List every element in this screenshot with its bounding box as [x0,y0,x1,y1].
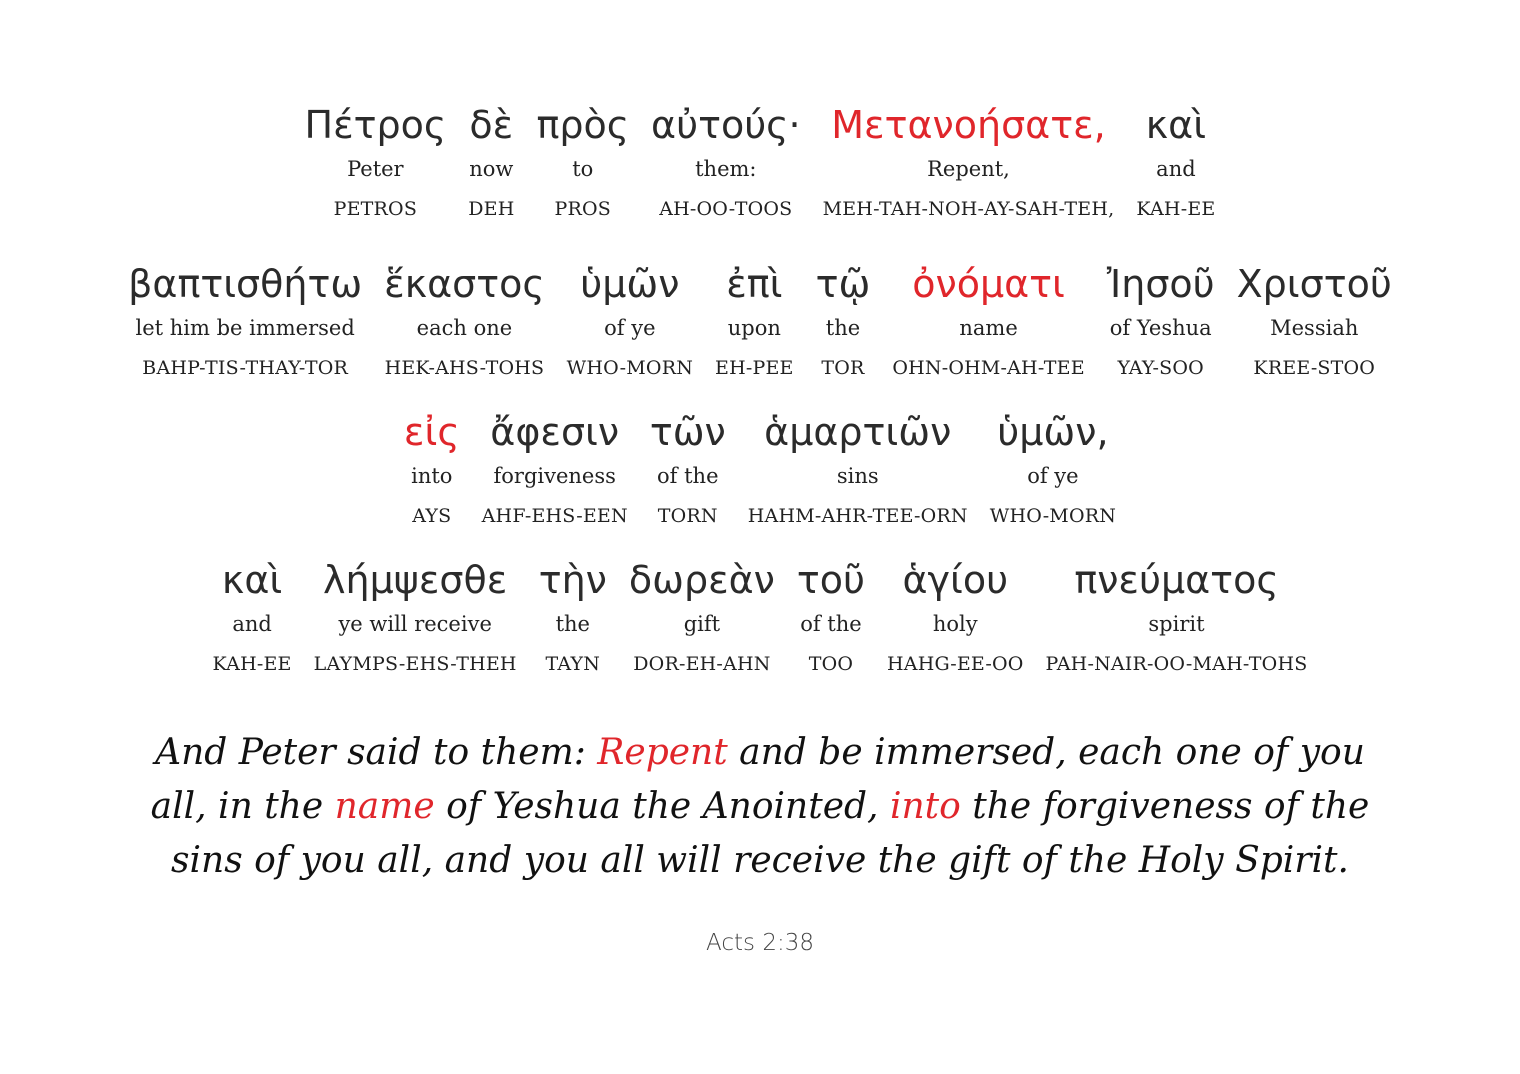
transliteration: PAH-NAIR-OO-MAH-TOHS [1045,653,1308,675]
translation-segment: and be immersed, each one of you all, in the [150,732,1365,827]
greek-word: αὐτούς· [651,103,801,147]
interlinear-word [797,555,865,676]
interlinear-line-3 [0,407,1520,528]
english-gloss: Peter [347,157,404,181]
greek-word: ἁγίου [902,558,1009,602]
english-gloss: spirit [1148,612,1205,636]
greek-word: πρὸς [536,103,630,147]
translation-highlight: into [889,786,961,827]
greek-word: ὀνόματι [912,262,1065,306]
english-gloss: of Yeshua [1109,316,1212,340]
greek-word: Ἰησοῦ [1106,262,1215,306]
english-gloss: Messiah [1270,316,1359,340]
interlinear-word [1046,555,1308,676]
greek-word: Πέτρος [304,103,447,147]
greek-word: πνεύματος [1074,558,1279,602]
transliteration: WHO-MORN [989,505,1117,527]
transliteration: OHN-OHM-AH-TEE [892,357,1085,379]
english-gloss: forgiveness [493,464,616,488]
transliteration: DOR-EH-AHN [633,653,771,675]
interlinear-line-4 [0,555,1520,676]
greek-word: τῶν [649,410,726,454]
greek-word: λήμψεσθε [323,558,508,602]
english-gloss: sins [836,464,879,488]
interlinear-line-2 [0,259,1520,380]
transliteration: KAH-EE [1136,198,1216,220]
interlinear-word [536,100,629,221]
english-gloss: of the [800,612,862,636]
transliteration: TOO [808,653,854,675]
english-gloss: and [232,612,272,636]
transliteration: TAYN [545,653,601,675]
interlinear-word [651,100,801,221]
transliteration: EH-PEE [715,357,794,379]
interlinear-word [823,100,1115,221]
english-gloss: ye will receive [338,612,492,636]
greek-word: ὑμῶν [580,262,680,306]
greek-word: εἰς [403,410,460,454]
greek-word: Χριστοῦ [1236,262,1392,306]
greek-word: Μετανοήσατε, [831,103,1106,147]
interlinear-word [748,407,968,528]
transliteration: HAHG-EE-OO [887,653,1024,675]
english-gloss: them: [695,157,757,181]
interlinear-word [482,407,628,528]
transliteration: PETROS [333,198,418,220]
interlinear-word [404,407,460,528]
transliteration: LAYMPS-EHS-THEH [313,653,517,675]
english-gloss: of ye [604,316,656,340]
greek-word: δὲ [469,103,514,147]
english-translation [150,726,1370,888]
interlinear-word [1107,259,1215,380]
translation-segment: the forgiveness of the sins of you all, and you all will receive the gift of the Holy Spirit. [171,786,1370,881]
interlinear-line-1 [0,100,1520,221]
english-gloss: the [825,316,861,340]
transliteration: MEH-TAH-NOH-AY-SAH-TEH, [822,198,1115,220]
english-gloss: into [411,464,453,488]
interlinear-word [715,259,794,380]
transliteration: KREE-STOO [1253,357,1376,379]
english-gloss: upon [727,316,781,340]
interlinear-word [892,259,1084,380]
interlinear-word [1136,100,1215,221]
interlinear-word [650,407,726,528]
transliteration: HEK-AHS-TOHS [384,357,545,379]
english-gloss: and [1156,157,1196,181]
interlinear-word [468,100,514,221]
english-gloss: of ye [1027,464,1079,488]
english-gloss: the [555,612,590,636]
interlinear-word [305,100,447,221]
greek-word: δωρεὰν [628,558,775,602]
transliteration: AYS [412,505,452,527]
transliteration: KAH-EE [212,653,292,675]
interlinear-word [128,259,362,380]
transliteration: AH-OO-TOOS [659,198,793,220]
translation-highlight: name [334,786,435,827]
transliteration: BAHP-TIS-THAY-TOR [142,357,349,379]
english-gloss: let him be immersed [135,316,355,340]
interlinear-word [539,555,607,676]
transliteration: YAY-SOO [1117,357,1204,379]
greek-word: ἄφεσιν [490,410,620,454]
interlinear-word [1237,259,1392,380]
greek-word: καὶ [221,558,283,602]
interlinear-word [990,407,1116,528]
english-gloss: gift [683,612,721,636]
english-gloss: to [572,157,594,181]
transliteration: TORN [657,505,718,527]
english-gloss: name [959,316,1018,340]
transliteration: PROS [554,198,611,220]
english-gloss: Repent, [927,157,1010,181]
greek-word: καὶ [1145,103,1207,147]
translation-segment: of Yeshua the Anointed, [434,786,890,827]
greek-word: ὑμῶν, [997,410,1109,454]
english-gloss: now [469,157,514,181]
transliteration: TOR [821,357,865,379]
greek-word: ἐπὶ [726,262,783,306]
greek-word: τὴν [538,558,607,602]
interlinear-word [384,259,545,380]
interlinear-word [816,259,871,380]
greek-word: τῷ [815,262,871,306]
verse-reference: Acts 2:38 [706,930,814,956]
translation-segment: And Peter said to them: [155,732,598,773]
greek-word: ἕκαστος [384,262,545,306]
interlinear-word [629,555,775,676]
greek-word: βαπτισθήτω [128,262,363,306]
interlinear-word [314,555,517,676]
transliteration: WHO-MORN [566,357,694,379]
english-gloss: of the [657,464,719,488]
interlinear-word [213,555,292,676]
greek-word: ἁμαρτιῶν [764,410,952,454]
greek-word: τοῦ [796,558,866,602]
interlinear-word [567,259,693,380]
interlinear-word [887,555,1023,676]
english-gloss: holy [932,612,978,636]
transliteration: AHF-EHS-EEN [481,505,628,527]
translation-highlight: Repent [597,732,728,773]
transliteration: HAHM-AHR-TEE-ORN [747,505,968,527]
english-gloss: each one [416,316,513,340]
transliteration: DEH [468,198,515,220]
